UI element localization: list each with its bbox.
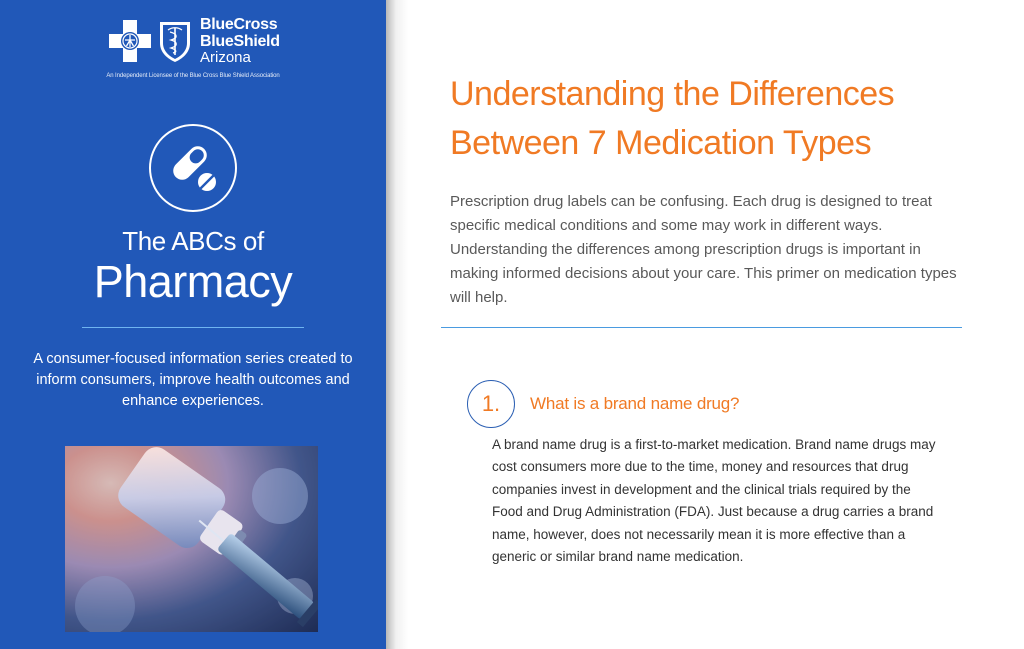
blueshield-logo-icon [158, 19, 192, 63]
series-title-big: Pharmacy [93, 256, 293, 307]
brand-line-2: BlueShield [200, 33, 280, 50]
series-description: A consumer-focused information series created to inform consumers, improve health outcomes and enhance experiences. [33, 351, 353, 409]
bluecross-logo-icon [108, 19, 152, 63]
section-number: 1. [481, 391, 501, 416]
pill-badge [149, 124, 237, 212]
brand-line-3: Arizona [200, 49, 251, 66]
bcbs-logo[interactable] [108, 16, 280, 66]
series-title-small: The ABCs of [122, 226, 264, 256]
licensee-note: An Independent Licensee of the Blue Cross Blue Shield Association [106, 73, 280, 79]
section-body: A brand name drug is a first-to-market medication. Brand name drugs may cost consumers more due to the time, money and resources that drug companies invest in development and the clinical trials required by the Food and Drug Administration (FDA). Just because a drug carries a brand name, however, does not necessarily mean it is more effective than a generic or similar brand name medication. [492, 437, 936, 565]
sidebar-shadow [386, 0, 408, 649]
sidebar-panel [0, 0, 386, 649]
sidebar-divider [82, 327, 304, 328]
brand-wordmark [200, 16, 280, 66]
content-divider [441, 327, 962, 328]
section-number-badge [467, 380, 515, 428]
page-title: Understanding the Differences Between 7 Medication Types [450, 75, 895, 162]
section-heading: What is a brand name drug? [530, 394, 740, 413]
vial-syringe-illustration [65, 446, 318, 632]
pill-icon [162, 137, 224, 199]
brand-line-1: BlueCross [200, 16, 278, 33]
intro-paragraph: Prescription drug labels can be confusing. Each drug is designed to treat specific medical conditions and some may work in different ways. Understanding the differences among prescription drugs is important in making informed decisions about your care. This primer on medication types will help. [450, 193, 957, 306]
vial-syringe-photo [65, 446, 318, 632]
